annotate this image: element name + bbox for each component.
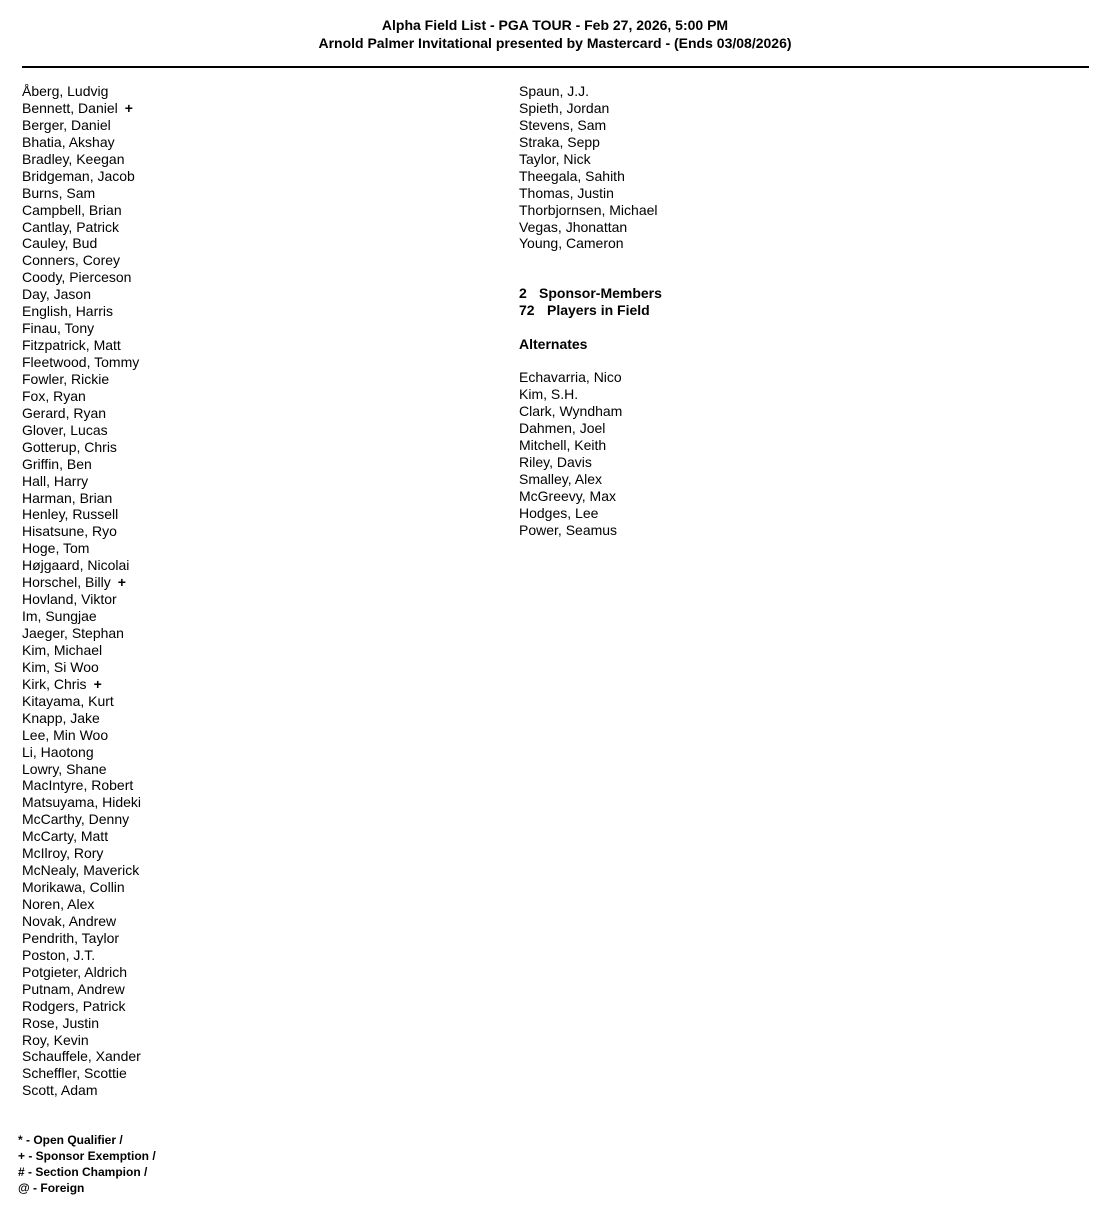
player-entry xyxy=(22,862,141,879)
legend-section-champion: # - Section Champion / xyxy=(18,1165,148,1179)
player-name: Fowler, Rickie xyxy=(22,370,110,387)
player-entry xyxy=(22,269,141,286)
alternate-entry: Power, Seamus xyxy=(519,521,618,538)
sponsor-members-line xyxy=(519,285,662,302)
player-name: Cauley, Bud xyxy=(22,235,98,252)
player-name: Theegala, Sahith xyxy=(519,167,625,184)
sponsor-exemption-mark: + xyxy=(117,574,126,591)
player-list-right-column xyxy=(519,83,662,539)
player-entry xyxy=(519,151,662,168)
player-entry xyxy=(22,252,141,269)
player-name: Potgieter, Aldrich xyxy=(22,963,128,980)
player-name: Cantlay, Patrick xyxy=(22,218,119,235)
player-name: Kim, Michael xyxy=(22,641,103,658)
sponsor-members-label: Sponsor-Members xyxy=(539,285,662,302)
player-entry xyxy=(22,320,141,337)
player-name: Im, Sungjae xyxy=(22,608,97,625)
player-entry xyxy=(22,151,141,168)
player-entry xyxy=(22,540,141,557)
sponsor-members-count: 2 xyxy=(519,285,527,302)
player-name: Thorbjornsen, Michael xyxy=(519,201,658,218)
player-entry xyxy=(22,625,141,642)
sponsor-exemption-mark: + xyxy=(93,675,102,692)
player-name: Matsuyama, Hideki xyxy=(22,794,142,811)
player-entry xyxy=(22,777,141,794)
player-name: Kirk, Chris xyxy=(22,675,87,692)
player-name: Vegas, Jhonattan xyxy=(519,218,628,235)
header-divider xyxy=(22,66,1089,68)
player-entry xyxy=(22,1015,141,1032)
alternate-entry: Echavarria, Nico xyxy=(519,369,622,386)
player-name: English, Harris xyxy=(22,303,114,320)
player-entry xyxy=(22,896,141,913)
player-entry xyxy=(22,608,141,625)
player-name: Morikawa, Collin xyxy=(22,879,125,896)
player-entry xyxy=(22,828,141,845)
player-name: Bradley, Keegan xyxy=(22,150,125,167)
player-entry xyxy=(22,642,141,659)
player-name: Hovland, Viktor xyxy=(22,591,117,608)
player-entry xyxy=(22,371,141,388)
player-name: Putnam, Andrew xyxy=(22,980,125,997)
legend-open-qualifier: * - Open Qualifier / xyxy=(18,1133,123,1147)
alternate-entry: Clark, Wyndham xyxy=(519,403,623,420)
player-name: Åberg, Ludvig xyxy=(22,83,109,99)
player-entry xyxy=(519,117,662,134)
player-name: Hall, Harry xyxy=(22,472,89,489)
player-entry xyxy=(22,1048,141,1065)
player-name: Campbell, Brian xyxy=(22,201,122,218)
player-name: Finau, Tony xyxy=(22,320,95,337)
player-list-left xyxy=(22,83,141,1099)
player-name: Fitzpatrick, Matt xyxy=(22,337,121,354)
player-entry xyxy=(22,761,141,778)
player-entry xyxy=(22,845,141,862)
player-name: Fox, Ryan xyxy=(22,387,86,404)
player-entry xyxy=(22,185,141,202)
player-entry xyxy=(22,947,141,964)
player-entry xyxy=(22,794,141,811)
player-entry xyxy=(22,439,141,456)
player-entry xyxy=(519,235,662,252)
player-name: Griffin, Ben xyxy=(22,455,92,472)
player-entry xyxy=(22,456,141,473)
player-entry xyxy=(22,710,141,727)
player-name: Scheffler, Scottie xyxy=(22,1065,127,1082)
player-name: Schauffele, Xander xyxy=(22,1048,141,1065)
player-entry xyxy=(22,354,141,371)
player-name: Rodgers, Patrick xyxy=(22,997,126,1014)
player-entry xyxy=(22,998,141,1015)
player-name: Li, Haotong xyxy=(22,743,94,760)
player-entry xyxy=(519,83,662,100)
player-name: Spieth, Jordan xyxy=(519,99,610,116)
player-name: Harman, Brian xyxy=(22,489,113,506)
player-name: Knapp, Jake xyxy=(22,709,100,726)
player-name: Hoge, Tom xyxy=(22,540,90,557)
alternate-entry: Smalley, Alex xyxy=(519,471,602,487)
player-entry xyxy=(22,981,141,998)
player-name: Scott, Adam xyxy=(22,1082,98,1099)
player-entry xyxy=(22,913,141,930)
player-entry xyxy=(22,506,141,523)
player-name: Jaeger, Stephan xyxy=(22,625,124,641)
player-name: Gotterup, Chris xyxy=(22,438,117,455)
alternate-entry: Kim, S.H. xyxy=(519,386,579,403)
player-name: McNealy, Maverick xyxy=(22,862,140,879)
player-name: Coody, Pierceson xyxy=(22,269,132,286)
player-name: Bhatia, Akshay xyxy=(22,133,115,150)
player-name: Lee, Min Woo xyxy=(22,726,109,743)
player-entry xyxy=(22,930,141,947)
player-entry xyxy=(22,100,141,117)
players-in-field-line xyxy=(519,302,662,319)
player-entry xyxy=(22,659,141,676)
player-name: Noren, Alex xyxy=(22,896,95,912)
player-entry xyxy=(22,591,141,608)
player-entry xyxy=(22,1032,141,1049)
player-entry xyxy=(519,202,662,219)
player-entry xyxy=(22,727,141,744)
player-list-right xyxy=(519,83,662,252)
player-entry xyxy=(22,1082,141,1099)
player-entry xyxy=(519,100,662,117)
title-line-2: Arnold Palmer Invitational presented by Mastercard - (Ends 03/08/2026) xyxy=(318,35,792,51)
alternate-entry: Hodges, Lee xyxy=(519,504,599,521)
player-entry xyxy=(22,202,141,219)
player-name: Straka, Sepp xyxy=(519,133,600,150)
player-name: Stevens, Sam xyxy=(519,116,607,133)
player-entry xyxy=(519,168,662,185)
player-entry xyxy=(22,117,141,134)
player-name: Henley, Russell xyxy=(22,506,119,523)
player-entry xyxy=(22,422,141,439)
alternate-entry: Mitchell, Keith xyxy=(519,437,607,454)
player-entry xyxy=(22,473,141,490)
player-entry xyxy=(22,490,141,507)
player-name: Rose, Justin xyxy=(22,1014,100,1031)
player-entry xyxy=(22,964,141,981)
player-entry xyxy=(22,523,141,540)
player-name: MacIntyre, Robert xyxy=(22,777,134,794)
player-entry xyxy=(22,879,141,896)
players-in-field-label: Players in Field xyxy=(547,302,650,319)
player-entry xyxy=(22,134,141,151)
player-entry xyxy=(22,811,141,828)
players-in-field-count: 72 xyxy=(519,302,535,319)
player-name: Hisatsune, Ryo xyxy=(22,523,117,540)
player-name: Novak, Andrew xyxy=(22,912,117,929)
player-name: Højgaard, Nicolai xyxy=(22,557,130,574)
player-name: Spaun, J.J. xyxy=(519,83,590,99)
alternates-title: Alternates xyxy=(519,336,588,353)
player-name: Pendrith, Taylor xyxy=(22,929,120,946)
player-entry xyxy=(22,744,141,761)
player-entry xyxy=(22,388,141,405)
player-name: Horschel, Billy xyxy=(22,574,111,591)
player-entry xyxy=(519,185,662,202)
player-name: Fleetwood, Tommy xyxy=(22,354,140,370)
sponsor-exemption-mark: + xyxy=(124,99,133,116)
player-name: Roy, Kevin xyxy=(22,1031,89,1048)
player-name: McIlroy, Rory xyxy=(22,845,104,862)
player-entry xyxy=(519,219,662,236)
player-name: Bennett, Daniel xyxy=(22,99,118,116)
player-name: McCarthy, Denny xyxy=(22,811,130,828)
player-entry xyxy=(22,574,141,591)
alternate-entry: Dahmen, Joel xyxy=(519,420,606,437)
player-name: Glover, Lucas xyxy=(22,421,108,438)
player-name: Thomas, Justin xyxy=(519,184,614,201)
player-entry xyxy=(22,1065,141,1082)
player-entry xyxy=(22,286,141,303)
player-name: Gerard, Ryan xyxy=(22,404,107,421)
player-name: Bridgeman, Jacob xyxy=(22,167,135,184)
player-name: Day, Jason xyxy=(22,286,91,303)
player-name: Lowry, Shane xyxy=(22,760,107,777)
alternate-entry: Riley, Davis xyxy=(519,454,592,471)
player-name: Berger, Daniel xyxy=(22,116,111,133)
player-name: Taylor, Nick xyxy=(519,150,591,167)
player-entry xyxy=(22,557,141,574)
legend-sponsor-exemption: + - Sponsor Exemption / xyxy=(18,1149,156,1163)
player-name: Poston, J.T. xyxy=(22,946,96,963)
player-name: Young, Cameron xyxy=(519,235,624,252)
player-name: Conners, Corey xyxy=(22,252,121,269)
legend xyxy=(18,1132,156,1196)
player-name: Burns, Sam xyxy=(22,184,96,201)
player-name: McCarty, Matt xyxy=(22,828,109,845)
title-line-1: Alpha Field List - PGA TOUR - Feb 27, 2026, 5:00 PM xyxy=(381,17,729,33)
document-header xyxy=(0,16,1110,52)
player-entry xyxy=(22,303,141,320)
field-summary xyxy=(519,285,662,319)
player-entry xyxy=(22,405,141,422)
player-entry xyxy=(22,337,141,354)
player-name: Kitayama, Kurt xyxy=(22,692,114,709)
legend-foreign: @ - Foreign xyxy=(18,1181,85,1195)
player-entry xyxy=(22,168,141,185)
player-name: Kim, Si Woo xyxy=(22,658,99,675)
player-entry xyxy=(22,676,141,693)
player-entry xyxy=(22,693,141,710)
player-entry xyxy=(22,83,141,100)
alternate-entry: McGreevy, Max xyxy=(519,487,616,504)
player-entry xyxy=(519,134,662,151)
player-entry xyxy=(22,219,141,236)
player-entry xyxy=(22,235,141,252)
alternates-list xyxy=(519,369,662,538)
